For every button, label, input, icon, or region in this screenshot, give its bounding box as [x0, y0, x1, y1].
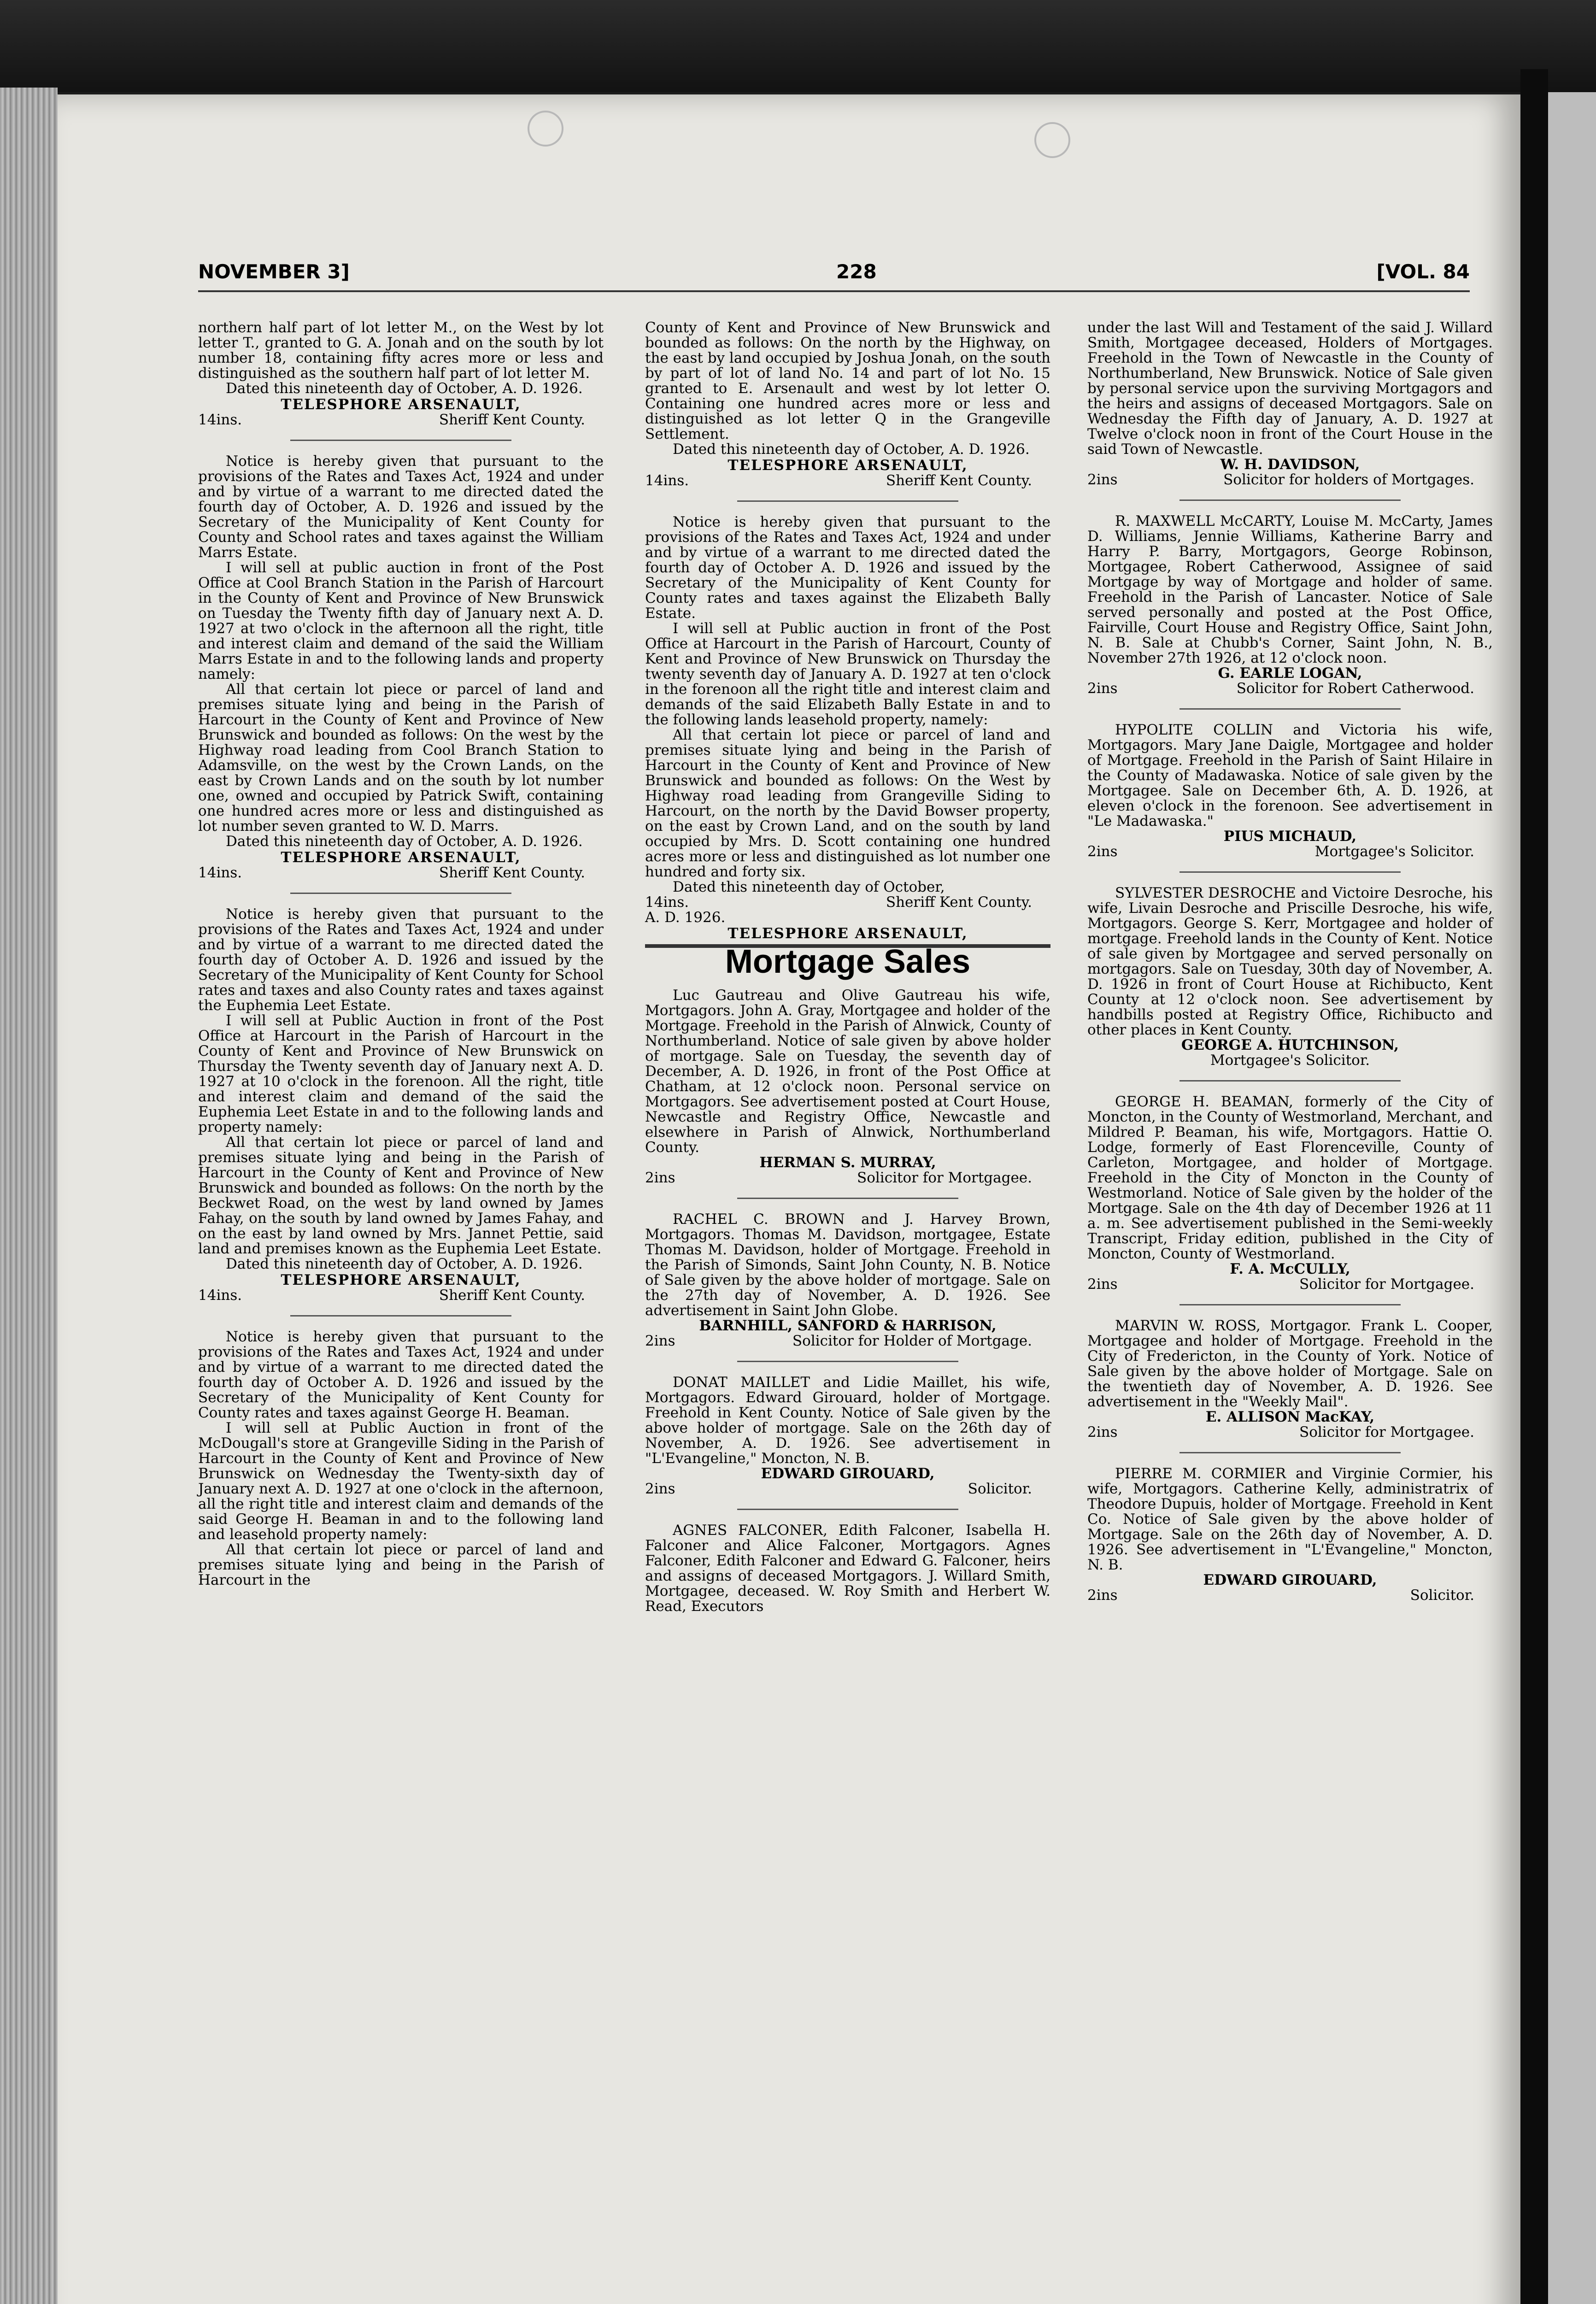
header-date: NOVEMBER 3]: [198, 260, 350, 283]
solicitor-name: EDWARD GIROUARD,: [1203, 1572, 1377, 1588]
solicitor-role: Mortgagee's Solicitor.: [1210, 1052, 1370, 1069]
solicitor-name: BARNHILL, SANFORD & HARRISON,: [699, 1317, 997, 1334]
mortgage-notice: DONAT MAILLET and Lidie Maillet, his wife, Mortgagors. Edward Girouard, holder of Mortgage. Freehold in Kent County. Notice of Sale given by the above holder of mortgage. Sale on the 26th day of November, A. D. 1926. See advertisement in "L'Evangeline," Moncton, N. B.: [645, 1374, 1050, 1467]
scan-background: [0, 0, 1596, 92]
solicitor-name: PIUS MICHAUD,: [1223, 828, 1357, 845]
divider: [290, 440, 511, 441]
solicitor-name: W. H. DAVIDSON,: [1220, 456, 1360, 473]
insertions: 2ins: [645, 1170, 675, 1186]
insertion-line: [645, 473, 1046, 488]
divider: [290, 1315, 511, 1317]
header-rule: [198, 290, 1470, 292]
solicitor-role: Solicitor for Holder of Mortgage.: [792, 1333, 1032, 1349]
solicitor-role: Solicitor for Robert Catherwood.: [1236, 680, 1474, 697]
mortgage-notice: under the last Will and Testament of the said J. Willard Smith, Mortgagee deceased, Holders of Mortgages. Freehold in the Town of Newcastle in the County of Northumberland, New Brunswick. Notice of Sale given by personal service upon the surviving Mortgagors and the heirs and assigns of deceased Mortgagors. Sale on Wednesday the Fifth day of January, A. D. 1927 at Twelve o'clock noon in front of the Court House in the said Town of Newcastle.: [1087, 319, 1493, 458]
insertions: 2ins: [1087, 471, 1118, 488]
solicitor-role: Solicitor.: [968, 1481, 1032, 1497]
insertions: 14ins.: [645, 472, 689, 489]
solicitor-name: HERMAN S. MURRAY,: [759, 1154, 936, 1171]
insertion-line: [1087, 844, 1488, 859]
book-page-edges: [0, 88, 58, 2304]
notice-text: I will sell at Public Auction in front of the McDougall's store at Grangeville Siding in the Parish of Harcourt in the County of Kent and Province of New Brunswick on Wednesday the Twenty-sixth day of January next A. D. 1927 at one o'clock in the afternoon, all the right title and interest claim and demands of the said George H. Beaman in and to the following land and leasehold property namely:: [198, 1420, 604, 1543]
divider: [1179, 1304, 1401, 1305]
signer-title: Sheriff Kent County.: [439, 411, 585, 428]
mortgage-notice: SYLVESTER DESROCHE and Victoire Desroche, his wife, Livain Desroche and Priscille Desroche, his wife, Mortgagors. George S. Kerr, Mortgagee and holder of mortgage. Freehold lands in the County of Kent. Notice of sale given by Mortgagee and served personally on mortgagors. Sale on Tuesday, 30th day of November, A. D. 1926 in front of Court House at Richibucto, Kent County at 12 o'clock noon. See advertisement by handbills posted at Registry Office, Richibucto and other places in Kent County.: [1087, 885, 1493, 1038]
notice-text: northern half part of lot letter M., on the West by lot letter T., granted to G. A. Jonah and on the south by lot number 18, containing fifty acres more or less and distinguished as the southern half part of lot letter M.: [198, 319, 604, 382]
mortgage-notice: Luc Gautreau and Olive Gautreau his wife, Mortgagors. John A. Gray, Mortgagee and holder of the Mortgage. Freehold in the Parish of Alnwick, County of Northumberland. Notice of sale given by above holder of mortgage. Sale on Tuesday, the seventh day of December, A. D. 1926, in front of the Post Office at Chatham, at 12 o'clock noon. Personal service on Mortgagors. See advertisement posted at Court House, Newcastle and Registry Office, Newcastle and elsewhere in Parish of Alnwick, Northumberland County.: [645, 987, 1050, 1156]
insertions: 14ins.: [198, 411, 242, 428]
insertions: 2ins: [1087, 680, 1118, 697]
mortgage-notice: HYPOLITE COLLIN and Victoria his wife, Mortgagors. Mary Jane Daigle, Mortgagee and holder of Mortgage. Freehold in the Parish of Saint Hilaire in the County of Madawaska. Notice of sale given by the Mortgagee. Sale on December 6th, A. D. 1926, at eleven o'clock in the forenoon. See advertisement in "Le Madawaska.": [1087, 722, 1493, 829]
mortgage-notice: RACHEL C. BROWN and J. Harvey Brown, Mortgagors. Thomas M. Davidson, mortgagee, Estate Thomas M. Davidson, holder of Mortgage. Freehold in the Parish of Simonds, Saint John County, N. B. Notice of Sale given by the above holder of mortgage. Sale on the 27th day of November, A. D. 1926. See advertisement in Saint John Globe.: [645, 1211, 1050, 1319]
signature: TELESPHORE ARSENAULT,: [281, 1272, 521, 1288]
insertion-line: [1087, 472, 1488, 488]
book-binding: [1520, 69, 1548, 2304]
insertions: 2ins: [1087, 1424, 1118, 1440]
divider: [1179, 871, 1401, 873]
insertion-line: [198, 412, 599, 428]
notice-text: All that certain lot piece or parcel of land and premises situate lying and being in the Parish of Harcourt in the County of Kent and Province of New Brunswick and bounded as follows: On the west by the Highway road leading from Cool Branch Station to Adamsville, on the west by the Crown Lands, on the east by Crown Lands and on the south by lot number one, owned and occupied by Patrick Swift, containing one hundred acres more or less and distinguished as lot number seven granted to W. D. Marrs.: [198, 681, 604, 835]
divider: [290, 893, 511, 894]
insertion-line: [645, 895, 1046, 910]
divider: [737, 500, 958, 502]
insertions: 14ins.: [198, 1287, 242, 1304]
solicitor-name: E. ALLISON MacKAY,: [1205, 1409, 1375, 1425]
page-header: [198, 260, 1470, 288]
insertions: 14ins.: [645, 894, 689, 911]
solicitor-name: F. A. McCULLY,: [1230, 1261, 1350, 1277]
notice-text: I will sell at Public Auction in front of the Post Office at Harcourt in the Parish of Harcourt in the County of Kent and Province of New Brunswick on Thursday the Twenty seventh day of January next A. D. 1927 at 10 o'clock in the forenoon. All the right, title and interest claim and demand of the said the Euphemia Leet Estate in and to the following lands and property namely:: [198, 1012, 604, 1135]
solicitor-role: Solicitor for Mortgagee.: [1299, 1424, 1474, 1440]
solicitor-role: Solicitor.: [1410, 1587, 1474, 1604]
notice-text: Notice is hereby given that pursuant to the provisions of the Rates and Taxes Act, 1924 and under and by virtue of a warrant to me directed dated the fourth day of October A. D. 1926 and issued by the Secretary of the Municipality of Kent County for County rates and taxes against George H. Beaman.: [198, 1328, 604, 1421]
solicitor-name: GEORGE A. HUTCHINSON,: [1181, 1037, 1399, 1053]
dated-line: Dated this nineteenth day of October, A. D. 1926.: [226, 833, 583, 850]
section-heading: Mortgage Sales: [725, 943, 971, 980]
dated-year: A. D. 1926.: [645, 909, 726, 926]
insertions: 2ins: [1087, 1276, 1118, 1293]
column-left: [198, 320, 604, 1588]
notice-text: All that certain lot piece or parcel of land and premises situate lying and being in the Parish of Harcourt in the: [198, 1541, 604, 1588]
page-number: 228: [836, 260, 877, 283]
insertions: 2ins: [645, 1333, 675, 1349]
insertion-line: [1087, 1425, 1488, 1440]
mortgage-notice: AGNES FALCONER, Edith Falconer, Isabella H. Falconer and Alice Falconer, Mortgagors. Agnes Falconer, Edith Falconer and Edward G. Falconer, heirs and assigns of deceased Mortgagors. J. Willard Smith, Mortgagee, deceased. W. Roy Smith and Herbert W. Read, Executors: [645, 1522, 1050, 1615]
divider: [737, 1361, 958, 1362]
signature: TELESPHORE ARSENAULT,: [728, 925, 968, 942]
binding-hole: [1034, 122, 1070, 158]
solicitor-role: Mortgagee's Solicitor.: [1314, 843, 1474, 860]
insertion-line: [645, 1334, 1046, 1349]
dated-line: Dated this nineteenth day of October, A. D. 1926.: [226, 380, 583, 397]
notice-text: I will sell at public auction in front of the Post Office at Cool Branch Station in the Parish of Harcourt in the County of Kent and Province of New Brunswick on Tuesday the Twenty fifth day of January next A. D. 1927 at two o'clock in the afternoon all the right, title and interest claim and demand of the said the William Marrs Estate in and to the following lands and property namely:: [198, 559, 604, 682]
adjacent-page: [1548, 92, 1596, 2304]
notice-text: All that certain lot piece or parcel of land and premises situate lying and being in the Parish of Harcourt in the County of Kent and Province of New Brunswick and bounded as follows: On the West by Highway road leading from Grangeville Siding to Harcourt, on the north by the David Bowser property, on the east by Crown Land, and on the south by land occupied by Mrs. D. Scott containing one hundred acres more or less and distinguished as lot number one hundred and forty six.: [645, 727, 1050, 880]
mortgage-notice: PIERRE M. CORMIER and Virginie Cormier, his wife, Mortgagors. Catherine Kelly, administratrix of Theodore Dupuis, holder of Mortgage. Freehold in Kent Co. Notice of Sale given by the above holder of Mortgage. Sale on the 26th day of November, A. D. 1926. See advertisement in "L'Evangeline," Moncton, N. B.: [1087, 1465, 1493, 1573]
notice-text: All that certain lot piece or parcel of land and premises situate lying and being in the Parish of Harcourt in the County of Kent and Province of New Brunswick and bounded as follows: On the north by the Beckwet Road, on the west by land owned by James Fahay, on the south by land owned by James Fahay, and on the east by land owned by Mrs. Jannet Pettie, said land and premises known as the Euphemia Leet Estate.: [198, 1134, 604, 1257]
divider: [1179, 1080, 1401, 1081]
mortgage-notice: MARVIN W. ROSS, Mortgagor. Frank L. Cooper, Mortgagee and holder of Mortgage. Freehold in the City of Fredericton, in the County of York. Notice of Sale given by the above holder of Mortgage. Sale on the twentieth day of November, A. D. 1926. See advertisement in the "Weekly Mail".: [1087, 1317, 1493, 1410]
signer-title: Sheriff Kent County.: [886, 472, 1032, 489]
insertion-line: [1087, 1277, 1488, 1292]
insertions: 14ins.: [198, 864, 242, 881]
insertion-line: [645, 1170, 1046, 1186]
solicitor-role: Solicitor for holders of Mortgages.: [1223, 471, 1474, 488]
insertions: 2ins: [645, 1481, 675, 1497]
column-middle: [645, 320, 1050, 1614]
mortgage-notice: GEORGE H. BEAMAN, formerly of the City of Moncton, in the County of Westmorland, Merchant, and Mildred P. Beaman, his wife, Mortgagors. Hattie O. Lodge, formerly of East Florenceville, County of Carleton, Mortgagee, and holder of Mortgage. Freehold in the City of Moncton in the County of Westmorland. Notice of Sale given by the holder of the Mortgage. Sale on the 4th day of December 1926 at 11 a. m. See advertisement published in the Semi-weekly Transcript, Friday edition, published in the City of Moncton, County of Westmorland.: [1087, 1093, 1493, 1262]
divider: [737, 1509, 958, 1510]
mortgage-notice: R. MAXWELL McCARTY, Louise M. McCarty, James D. Williams, Jennie Williams, Katherine Barry and Harry P. Barry, Mortgagors, George Robinson, Mortgagee, Robert Catherwood, Assignee of said Mortgage by way of Mortgage and holder of same. Freehold in the Parish of Lancaster. Notice of Sale served personally and posted at the Post Office, Fairville, Court House and Registry Office, Saint John, N. B. Sale at Chubb's Corner, Saint John, N. B., November 27th 1926, at 12 o'clock noon.: [1087, 513, 1493, 666]
insertion-line: [1087, 1588, 1488, 1603]
divider: [1179, 500, 1401, 501]
dated-line: Dated this nineteenth day of October, A. D. 1926.: [673, 441, 1030, 458]
header-volume: [VOL. 84: [1376, 260, 1470, 283]
dated-line: Dated this nineteenth day of October,: [673, 879, 945, 895]
insertion-line: [198, 1288, 599, 1303]
insertion-line: [645, 1481, 1046, 1497]
solicitor-name: EDWARD GIROUARD,: [761, 1465, 935, 1482]
solicitor-role: Solicitor for Mortgagee.: [857, 1170, 1032, 1186]
notice-text: Notice is hereby given that pursuant to the provisions of the Rates and Taxes Act, 1924 and under and by virtue of a warrant to me directed dated the fourth day of October A. D. 1926 and issued by the Secretary of the Municipality of Kent County for County rates and taxes against the Elizabeth Bally Estate.: [645, 514, 1050, 622]
notice-text: Notice is hereby given that pursuant to the provisions of the Rates and Taxes Act, 1924 and under and by virtue of a warrant to me directed dated the fourth day of October, A. D. 1926 and issued by the Secretary of the Municipality of Kent County for County and School rates and taxes against the William Marrs Estate.: [198, 453, 604, 561]
dated-line: Dated this nineteenth day of October, A. D. 1926.: [226, 1256, 583, 1272]
signature: TELESPHORE ARSENAULT,: [281, 849, 521, 866]
signer-title: Sheriff Kent County.: [439, 864, 585, 881]
divider: [1179, 1452, 1401, 1453]
notice-text: County of Kent and Province of New Brunswick and bounded as follows: On the north by the Highway, on the east by land occupied by Joshua Jonah, on the south by part of lot of land No. 14 and part of lot No. 15 granted to E. Arsenault and west by lot letter O. Containing one hundred acres more or less and distinguished as lot letter Q in the Grangeville Settlement.: [645, 319, 1050, 442]
insertions: 2ins: [1087, 843, 1118, 860]
binding-hole: [528, 111, 563, 147]
insertion-line: [1087, 681, 1488, 696]
solicitor-role: Solicitor for Mortgagee.: [1299, 1276, 1474, 1293]
notice-text: I will sell at Public auction in front of the Post Office at Harcourt in the Parish of Harcourt, County of Kent and Province of New Brunswick on Thursday the twenty seventh day of January A. D. 1927 at ten o'clock in the forenoon all the right title and interest claim and demands of the said Elizabeth Bally Estate in and to the following lands leasehold property, namely:: [645, 620, 1050, 728]
divider: [1179, 708, 1401, 710]
signature: TELESPHORE ARSENAULT,: [281, 396, 521, 413]
insertions: 2ins: [1087, 1587, 1118, 1604]
signature: TELESPHORE ARSENAULT,: [728, 457, 968, 474]
signer-title: Sheriff Kent County.: [886, 894, 1032, 911]
divider: [737, 1198, 958, 1199]
signer-title: Sheriff Kent County.: [439, 1287, 585, 1304]
solicitor-name: G. EARLE LOGAN,: [1218, 665, 1362, 682]
column-right: [1087, 320, 1493, 1603]
notice-text: Notice is hereby given that pursuant to the provisions of the Rates and Taxes Act, 1924 and under and by virtue of a warrant to me directed dated the fourth day of October A. D. 1926 and issued by the Secretary of the Municipality of Kent County for School rates and taxes and also County rates and taxes against the Euphemia Leet Estate.: [198, 906, 604, 1014]
insertion-line: [198, 865, 599, 881]
